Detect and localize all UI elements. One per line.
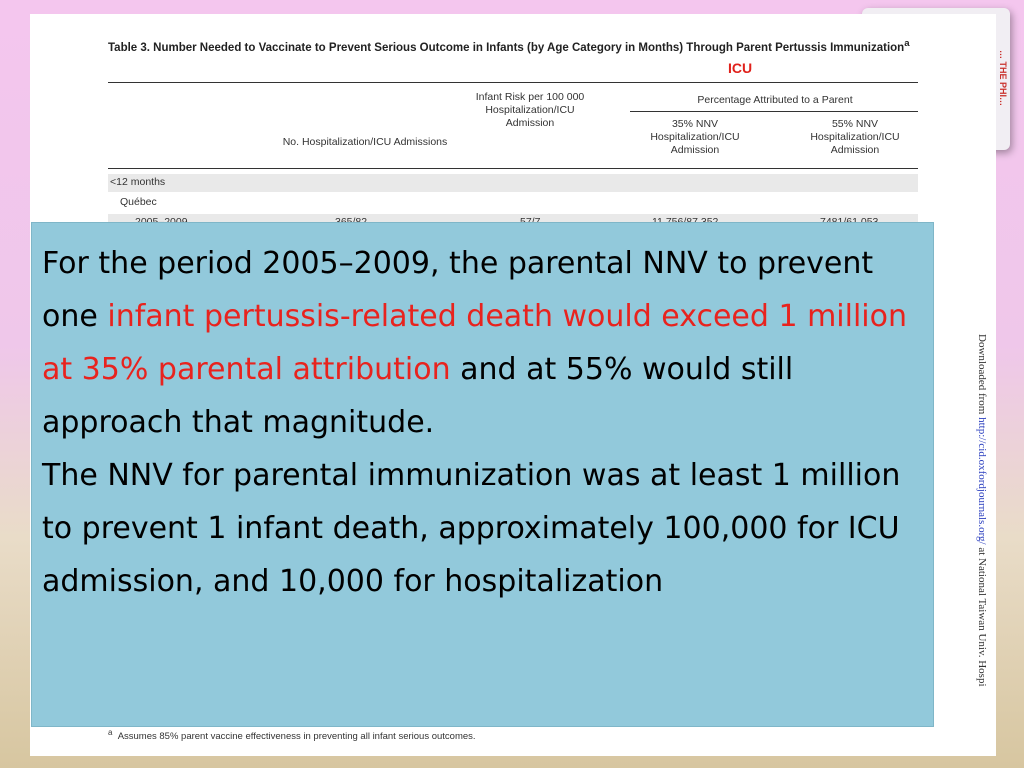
header-bottom-rule bbox=[108, 168, 918, 169]
caption-superscript: a bbox=[904, 38, 910, 49]
footnote-marker: a bbox=[108, 728, 113, 737]
para1-start: For the period 2005–2009, the parental NNV to prevent one bbox=[42, 246, 874, 334]
table-footnote bbox=[108, 728, 476, 742]
group-header: Percentage Attributed to a Parent bbox=[697, 94, 853, 106]
summary-text-box bbox=[31, 222, 934, 727]
download-notice bbox=[966, 334, 988, 756]
col-header-nnv-55: 55% NNV Hospitalization/ICU Admission bbox=[810, 118, 900, 156]
col-header-infant-risk: Infant Risk per 100 000 Hospitalization/ICU Admission bbox=[475, 91, 585, 129]
decorative-side-text: … THE PHI… bbox=[998, 50, 1008, 107]
row-region: Québec bbox=[120, 196, 157, 208]
icu-annotation: ICU bbox=[728, 60, 753, 76]
summary-paragraph-1 bbox=[42, 237, 923, 449]
footnote-text: Assumes 85% parent vaccine effectiveness in preventing all infant serious outcomes. bbox=[117, 731, 476, 743]
summary-paragraph-2: The NNV for parental immunization was at least 1 million to prevent 1 infant death, approximately 100,000 for ICU admission, and 10,000 for hospitalization bbox=[42, 458, 901, 599]
col-header-nnv-35: 35% NNV Hospitalization/ICU Admission bbox=[650, 118, 740, 156]
group-header-rule bbox=[630, 111, 918, 112]
para1-end: and at 55% would still approach that magnitude. bbox=[42, 352, 794, 440]
download-url[interactable]: http://cid.oxfordjournals.org/ bbox=[976, 417, 988, 545]
table-caption-text: Table 3. Number Needed to Vaccinate to Prevent Serious Outcome in Infants (by Age Category in Months) Through Parent Pertussis Immunization bbox=[108, 41, 905, 54]
table-row bbox=[108, 174, 918, 192]
para1-highlight: infant pertussis-related death would exceed 1 million at 35% parental attribution bbox=[42, 299, 908, 387]
table-caption bbox=[108, 36, 928, 56]
row-age-category: <12 months bbox=[110, 176, 166, 188]
col-header-hospitalizations: No. Hospitalization/ICU Admissions bbox=[282, 136, 448, 148]
table-top-rule bbox=[108, 82, 918, 83]
download-prefix: Downloaded from bbox=[976, 334, 988, 418]
download-suffix: at National Taiwan Univ. Hospi bbox=[976, 544, 988, 687]
